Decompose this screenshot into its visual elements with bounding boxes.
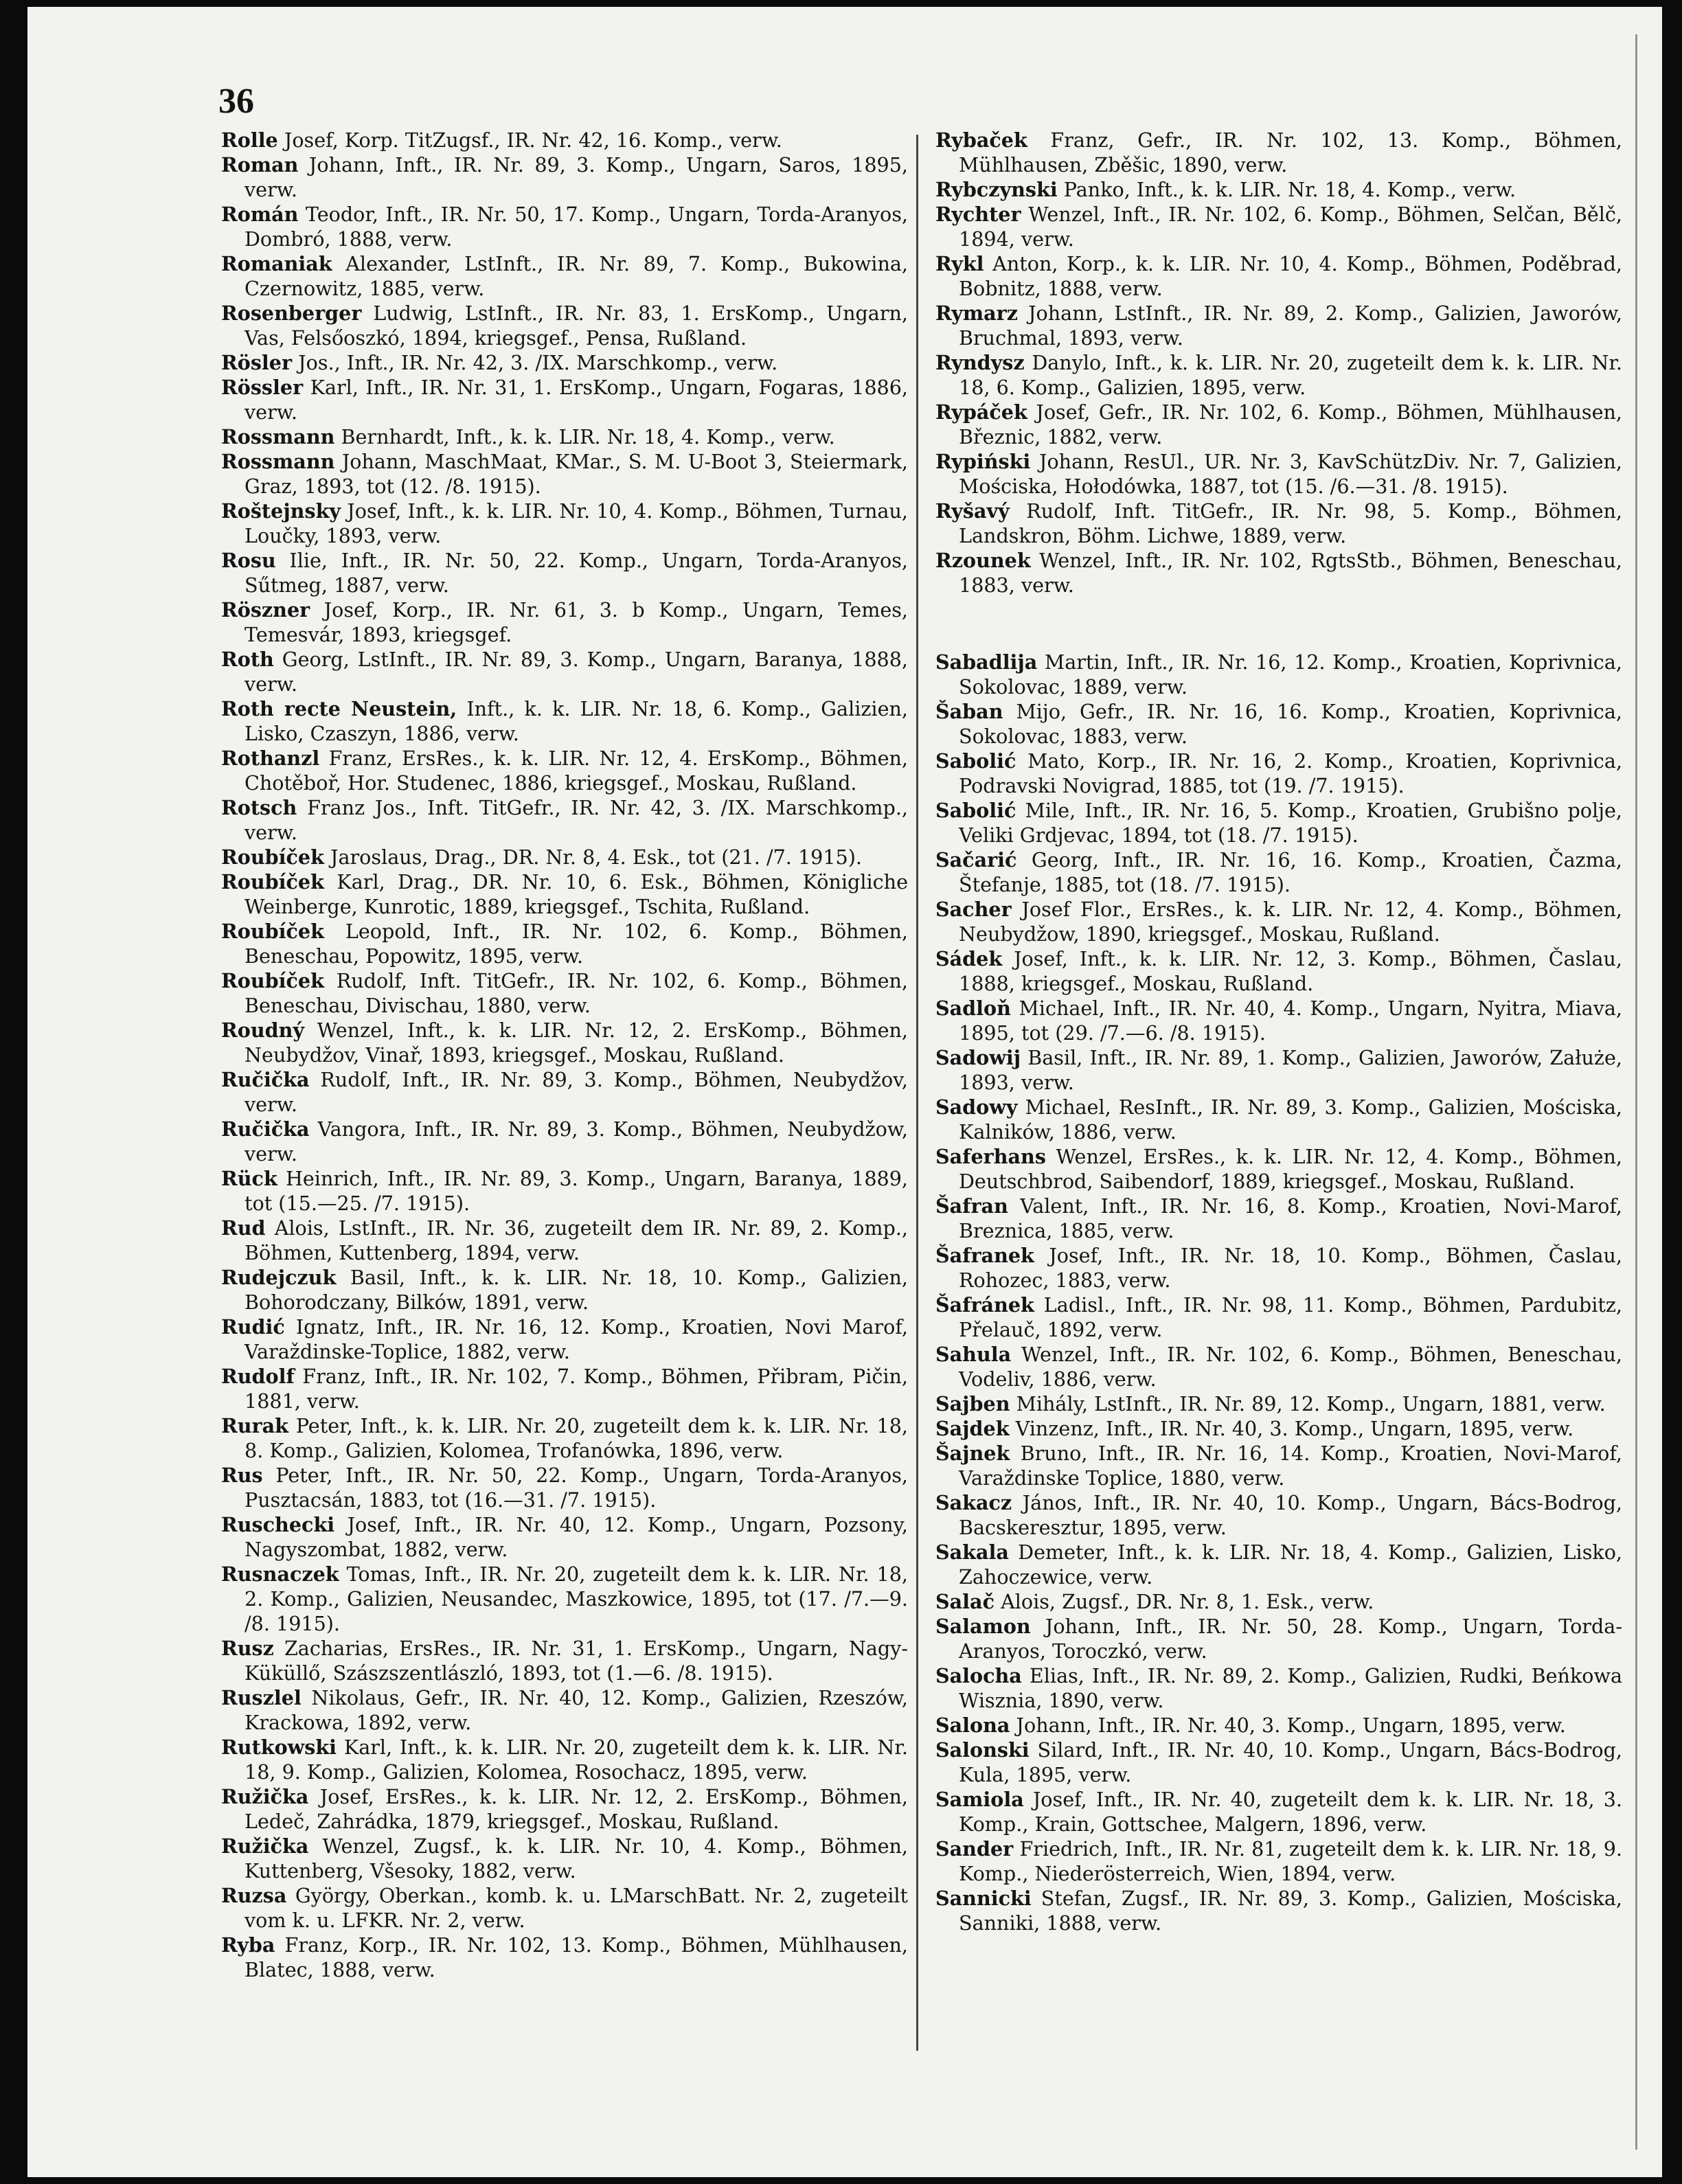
entry-details: Demeter, Inft., k. k. LIR. Nr. 18, 4. Komp., Galizien, Lisko, Zahoczewice, verw. bbox=[959, 1540, 1623, 1589]
entry-details: Alois, Zugsf., DR. Nr. 8, 1. Esk., verw. bbox=[1001, 1590, 1374, 1613]
list-entry bbox=[221, 1216, 908, 1265]
list-entry bbox=[221, 647, 908, 696]
entry-surname: Sajben bbox=[935, 1392, 1010, 1415]
entry-surname: Sander bbox=[935, 1837, 1014, 1861]
entry-surname: Roth bbox=[221, 648, 274, 671]
list-entry bbox=[221, 449, 908, 499]
entry-details: Inft., k. k. LIR. Nr. 18, 6. Komp., Galizien, Lisko, Czaszyn, 1886, verw. bbox=[245, 697, 908, 745]
entry-surname: Rutkowski bbox=[221, 1736, 337, 1759]
right-column bbox=[935, 128, 1622, 1935]
entry-details: Mato, Korp., IR. Nr. 16, 2. Komp., Kroatien, Koprivnica, Podravski Novigrad, 1885, tot (19. /7. 1915). bbox=[959, 749, 1622, 797]
entry-details: Franz, Inft., IR. Nr. 102, 7. Komp., Böhmen, Přibram, Pičin, 1881, verw. bbox=[245, 1365, 909, 1413]
entry-surname: Šafranek bbox=[935, 1244, 1034, 1267]
entry-details: Alexander, LstInft., IR. Nr. 89, 7. Komp., Bukowina, Czernowitz, 1885, verw. bbox=[245, 252, 909, 300]
entry-details: György, Oberkan., komb. k. u. LMarschBatt. Nr. 2, zugeteilt vom k. u. LFKR. Nr. 2, verw. bbox=[245, 1884, 908, 1932]
entry-surname: Rymarz bbox=[935, 302, 1018, 325]
entry-surname: Sadowij bbox=[935, 1046, 1021, 1069]
list-entry bbox=[935, 1787, 1622, 1836]
list-entry bbox=[935, 1391, 1622, 1416]
entry-surname: Rosenberger bbox=[221, 302, 362, 325]
list-entry bbox=[221, 919, 908, 968]
list-entry bbox=[935, 251, 1622, 301]
list-entry bbox=[221, 1834, 908, 1883]
entry-details: Josef Flor., ErsRes., k. k. LIR. Nr. 12, 4. Komp., Böhmen, Neubydžow, 1890, kriegsgef., Moskau, Rußland. bbox=[959, 898, 1622, 946]
list-entry bbox=[221, 128, 908, 152]
entry-surname: Rudejczuk bbox=[221, 1266, 337, 1289]
entry-surname: Rolle bbox=[221, 128, 278, 152]
list-entry bbox=[935, 301, 1622, 350]
entry-surname: Roth recte Neustein, bbox=[221, 697, 457, 720]
entry-details: Wenzel, ErsRes., k. k. LIR. Nr. 12, 4. Komp., Böhmen, Deutschbrod, Saibendorf, 1889, kriegsgef., Moskau, Rußland. bbox=[959, 1145, 1622, 1193]
entry-details: Josef, Inft., k. k. LIR. Nr. 12, 3. Komp., Böhmen, Časlau, 1888, kriegsgef., Moskau, Rußland. bbox=[959, 947, 1622, 995]
entry-surname: Sabolić bbox=[935, 749, 1016, 773]
list-entry bbox=[221, 350, 908, 375]
entry-surname: Rybaček bbox=[935, 128, 1027, 152]
list-entry bbox=[221, 968, 908, 1018]
entry-surname: Sakala bbox=[935, 1540, 1009, 1564]
entry-surname: Salač bbox=[935, 1590, 995, 1613]
entry-details: Zacharias, ErsRes., IR. Nr. 31, 1. ErsKomp., Ungarn, Nagy-Küküllő, Szászszentlászló, 1893, tot (1.—6. /8. 1915). bbox=[245, 1637, 908, 1685]
entry-surname: Rus bbox=[221, 1464, 263, 1487]
list-entry bbox=[221, 499, 908, 548]
entry-surname: Sakacz bbox=[935, 1491, 1012, 1514]
entry-details: Wenzel, Zugsf., k. k. LIR. Nr. 10, 4. Komp., Böhmen, Kuttenberg, Všesoky, 1882, verw. bbox=[245, 1834, 908, 1882]
list-entry bbox=[935, 1144, 1622, 1194]
list-entry bbox=[935, 350, 1622, 400]
list-entry bbox=[935, 1738, 1622, 1787]
list-entry bbox=[221, 548, 908, 598]
entry-details: Franz Jos., Inft. TitGefr., IR. Nr. 42, 3. /IX. Marschkomp., verw. bbox=[245, 796, 908, 844]
entry-details: Josef, Inft., k. k. LIR. Nr. 10, 4. Komp., Böhmen, Turnau, Loučky, 1893, verw. bbox=[245, 499, 908, 547]
entry-details: Karl, Drag., DR. Nr. 10, 6. Esk., Böhmen, Königliche Weinberge, Kunrotic, 1889, kriegsgef., Tschita, Rußland. bbox=[245, 870, 908, 918]
list-entry bbox=[935, 1416, 1622, 1441]
page-edge bbox=[1635, 34, 1637, 2150]
section-gap bbox=[935, 598, 1622, 650]
entry-details: Georg, Inft., IR. Nr. 16, 16. Komp., Kroatien, Čazma, Štefanje, 1885, tot (18. /7. 1915). bbox=[959, 848, 1622, 896]
entry-details: Ladisl., Inft., IR. Nr. 98, 11. Komp., Böhmen, Pardubitz, Přelauč, 1892, verw. bbox=[959, 1293, 1622, 1341]
entry-surname: Ručička bbox=[221, 1117, 310, 1141]
entry-details: Bruno, Inft., IR. Nr. 16, 14. Komp., Kroatien, Novi-Marof, Varaždinske Toplice, 1880, verw. bbox=[959, 1442, 1622, 1490]
entry-surname: Román bbox=[221, 203, 299, 226]
entry-surname: Salocha bbox=[935, 1664, 1022, 1687]
entry-details: Josef, Inft., IR. Nr. 18, 10. Komp., Böhmen, Časlau, Rohozec, 1883, verw. bbox=[959, 1244, 1623, 1292]
entry-surname: Sadowy bbox=[935, 1095, 1018, 1119]
list-entry bbox=[935, 650, 1622, 699]
entry-details: Mihály, LstInft., IR. Nr. 89, 12. Komp., Ungarn, 1881, verw. bbox=[1016, 1392, 1606, 1415]
list-entry bbox=[221, 869, 908, 919]
entry-details: Josef, Korp., IR. Nr. 61, 3. b Komp., Ungarn, Temes, Temesvár, 1893, kriegsgef. bbox=[245, 598, 909, 646]
entry-surname: Šafran bbox=[935, 1194, 1008, 1218]
entry-surname: Sannicki bbox=[935, 1887, 1032, 1910]
entry-details: Ignatz, Inft., IR. Nr. 16, 12. Komp., Kroatien, Novi Marof, Varaždinske-Toplice, 1882, verw. bbox=[245, 1315, 909, 1363]
list-entry bbox=[935, 1614, 1622, 1663]
entry-details: Johann, LstInft., IR. Nr. 89, 2. Komp., Galizien, Jaworów, Bruchmal, 1893, verw. bbox=[959, 302, 1622, 350]
list-entry bbox=[221, 152, 908, 202]
list-entry bbox=[221, 1463, 908, 1512]
list-entry bbox=[935, 1540, 1622, 1589]
entry-surname: Samiola bbox=[935, 1788, 1024, 1811]
entry-surname: Sadloň bbox=[935, 997, 1011, 1020]
list-entry bbox=[221, 1784, 908, 1834]
entry-details: János, Inft., IR. Nr. 40, 10. Komp., Ungarn, Bács-Bodrog, Bacskeresztur, 1895, verw. bbox=[959, 1491, 1623, 1539]
column-divider bbox=[916, 135, 918, 2051]
entry-surname: Ryndysz bbox=[935, 351, 1025, 374]
entry-surname: Salonski bbox=[935, 1738, 1030, 1762]
list-entry bbox=[935, 798, 1622, 848]
entry-surname: Rybczynski bbox=[935, 178, 1058, 201]
list-entry bbox=[935, 996, 1622, 1045]
entry-surname: Ružička bbox=[221, 1785, 309, 1808]
entry-surname: Salamon bbox=[935, 1615, 1031, 1638]
list-entry bbox=[221, 1166, 908, 1216]
entry-surname: Roman bbox=[221, 153, 299, 177]
entry-surname: Salona bbox=[935, 1714, 1010, 1737]
entry-details: Silard, Inft., IR. Nr. 40, 10. Komp., Ungarn, Bács-Bodrog, Kula, 1895, verw. bbox=[959, 1738, 1622, 1786]
entry-surname: Rypiński bbox=[935, 450, 1031, 473]
list-entry bbox=[221, 1883, 908, 1933]
entry-surname: Rück bbox=[221, 1167, 277, 1190]
entry-surname: Rypáček bbox=[935, 400, 1027, 424]
list-entry bbox=[221, 1735, 908, 1784]
list-entry bbox=[935, 1045, 1622, 1095]
entry-surname: Sádek bbox=[935, 947, 1003, 970]
page-number: 36 bbox=[218, 82, 254, 121]
list-entry bbox=[221, 301, 908, 350]
entry-surname: Sačarić bbox=[935, 848, 1017, 872]
entry-details: Peter, Inft., IR. Nr. 50, 22. Komp., Ungarn, Torda-Aranyos, Pusztacsán, 1883, tot (16.—31. /7. 1915). bbox=[245, 1464, 908, 1512]
entry-details: Basil, Inft., IR. Nr. 89, 1. Komp., Galizien, Jaworów, Załuże, 1893, verw. bbox=[959, 1046, 1622, 1094]
entry-details: Johann, Inft., IR. Nr. 50, 28. Komp., Ungarn, Torda-Aranyos, Toroczkó, verw. bbox=[959, 1615, 1622, 1663]
entry-surname: Rurak bbox=[221, 1414, 288, 1437]
entry-details: Ludwig, LstInft., IR. Nr. 83, 1. ErsKomp., Ungarn, Vas, Felsőoszkó, 1894, kriegsgef., Pensa, Rußland. bbox=[245, 302, 909, 350]
entry-details: Mile, Inft., IR. Nr. 16, 5. Komp., Kroatien, Grubišno polje, Veliki Grdjevac, 1894, tot (18. /7. 1915). bbox=[959, 799, 1623, 847]
list-entry bbox=[935, 177, 1622, 202]
entry-surname: Roubíček bbox=[221, 845, 324, 869]
entry-surname: Roudný bbox=[221, 1019, 305, 1042]
list-entry bbox=[935, 548, 1622, 598]
entry-surname: Rudolf bbox=[221, 1365, 295, 1388]
list-entry bbox=[221, 696, 908, 746]
list-entry bbox=[935, 128, 1622, 177]
entry-details: Wenzel, Inft., IR. Nr. 102, 6. Komp., Böhmen, Selčan, Bělč, 1894, verw. bbox=[959, 203, 1622, 251]
entry-details: Vangora, Inft., IR. Nr. 89, 3. Komp., Böhmen, Neubydžow, verw. bbox=[245, 1117, 908, 1165]
entry-details: Franz, Korp., IR. Nr. 102, 13. Komp., Böhmen, Mühlhausen, Blatec, 1888, verw. bbox=[245, 1933, 909, 1981]
list-entry bbox=[935, 1342, 1622, 1391]
entry-surname: Rossmann bbox=[221, 450, 335, 473]
entry-details: Alois, LstInft., IR. Nr. 36, zugeteilt dem IR. Nr. 89, 2. Komp., Böhmen, Kuttenberg, 1894, verw. bbox=[245, 1216, 909, 1264]
list-entry bbox=[935, 400, 1622, 449]
entry-surname: Rusz bbox=[221, 1637, 274, 1660]
list-entry bbox=[935, 1095, 1622, 1144]
entry-details: Franz, Gefr., IR. Nr. 102, 13. Komp., Böhmen, Mühlhausen, Zběšic, 1890, verw. bbox=[959, 128, 1622, 177]
entry-surname: Sabolić bbox=[935, 799, 1016, 822]
entry-surname: Ruszlel bbox=[221, 1686, 302, 1709]
entry-details: Michael, Inft., IR. Nr. 40, 4. Komp., Ungarn, Nyitra, Miava, 1895, tot (29. /7.—6. /8. 1915). bbox=[959, 997, 1622, 1045]
entry-details: Martin, Inft., IR. Nr. 16, 12. Komp., Kroatien, Koprivnica, Sokolovac, 1889, verw. bbox=[959, 650, 1622, 698]
entry-surname: Ruschecki bbox=[221, 1513, 335, 1536]
s-section bbox=[935, 650, 1622, 1935]
entry-surname: Sacher bbox=[935, 898, 1012, 921]
entry-surname: Rösler bbox=[221, 351, 293, 374]
list-entry bbox=[221, 1636, 908, 1685]
entry-details: Mijo, Gefr., IR. Nr. 16, 16. Komp., Kroatien, Koprivnica, Sokolovac, 1883, verw. bbox=[959, 700, 1622, 748]
entry-details: Jos., Inft., IR. Nr. 42, 3. /IX. Marschkomp., verw. bbox=[298, 351, 778, 374]
entry-details: Nikolaus, Gefr., IR. Nr. 40, 12. Komp., Galizien, Rzeszów, Krackowa, 1892, verw. bbox=[245, 1686, 908, 1734]
entry-surname: Sajdek bbox=[935, 1417, 1010, 1440]
entry-details: Jaroslaus, Drag., DR. Nr. 8, 4. Esk., tot (21. /7. 1915). bbox=[330, 845, 862, 869]
entry-surname: Ružička bbox=[221, 1834, 309, 1858]
entry-details: Bernhardt, Inft., k. k. LIR. Nr. 18, 4. Komp., verw. bbox=[341, 425, 835, 448]
entry-surname: Rychter bbox=[935, 203, 1021, 226]
list-entry bbox=[221, 1685, 908, 1735]
list-entry bbox=[221, 251, 908, 301]
list-entry bbox=[221, 375, 908, 424]
entry-details: Josef, ErsRes., k. k. LIR. Nr. 12, 2. ErsKomp., Böhmen, Ledeč, Zahrádka, 1879, kriegsgef., Moskau, Rußland. bbox=[245, 1785, 909, 1833]
list-entry bbox=[221, 795, 908, 845]
entry-details: Georg, LstInft., IR. Nr. 89, 3. Komp., Ungarn, Baranya, 1888, verw. bbox=[245, 648, 909, 696]
entry-surname: Rothanzl bbox=[221, 747, 320, 770]
list-entry bbox=[221, 1413, 908, 1463]
entry-details: Wenzel, Inft., IR. Nr. 102, 6. Komp., Böhmen, Beneschau, Vodeliv, 1886, verw. bbox=[959, 1343, 1622, 1391]
entry-surname: Šafránek bbox=[935, 1293, 1034, 1317]
entry-surname: Ryba bbox=[221, 1933, 275, 1957]
list-entry bbox=[221, 746, 908, 795]
list-entry bbox=[221, 202, 908, 251]
entry-surname: Röszner bbox=[221, 598, 310, 622]
entry-surname: Rzounek bbox=[935, 549, 1031, 572]
entry-details: Panko, Inft., k. k. LIR. Nr. 18, 4. Komp., verw. bbox=[1063, 178, 1516, 201]
entry-details: Vinzenz, Inft., IR. Nr. 40, 3. Komp., Ungarn, 1895, verw. bbox=[1015, 1417, 1574, 1440]
list-entry bbox=[935, 749, 1622, 798]
list-entry bbox=[935, 202, 1622, 251]
entry-details: Josef, Inft., IR. Nr. 40, zugeteilt dem k. k. LIR. Nr. 18, 3. Komp., Krain, Gottschee, Malgern, 1896, verw. bbox=[959, 1788, 1622, 1836]
entry-details: Karl, Inft., k. k. LIR. Nr. 20, zugeteilt dem k. k. LIR. Nr. 18, 9. Komp., Galizien, Kolomea, Rosochacz, 1895, verw. bbox=[245, 1736, 908, 1784]
entry-surname: Rosu bbox=[221, 549, 276, 572]
entry-surname: Sabadlija bbox=[935, 650, 1038, 674]
list-entry bbox=[935, 1886, 1622, 1935]
list-entry bbox=[221, 1933, 908, 1982]
entry-surname: Roubíček bbox=[221, 969, 324, 992]
r-section bbox=[935, 128, 1622, 598]
entry-surname: Ručička bbox=[221, 1068, 310, 1091]
entry-details: Peter, Inft., k. k. LIR. Nr. 20, zugeteilt dem k. k. LIR. Nr. 18, 8. Komp., Galizien, Kolomea, Trofanówka, 1896, verw. bbox=[245, 1414, 908, 1462]
entry-details: Josef, Inft., IR. Nr. 40, 12. Komp., Ungarn, Pozsony, Nagyszombat, 1882, verw. bbox=[245, 1513, 908, 1561]
list-entry bbox=[935, 499, 1622, 548]
list-entry bbox=[221, 1315, 908, 1364]
list-entry bbox=[935, 848, 1622, 897]
list-entry bbox=[221, 1018, 908, 1067]
list-entry bbox=[935, 1589, 1622, 1614]
entry-details: Josef, Korp. TitZugsf., IR. Nr. 42, 16. Komp., verw. bbox=[284, 128, 782, 152]
entry-details: Heinrich, Inft., IR. Nr. 89, 3. Komp., Ungarn, Baranya, 1889, tot (15.—25. /7. 1915). bbox=[245, 1167, 909, 1215]
entry-surname: Rudić bbox=[221, 1315, 285, 1339]
entry-details: Rudolf, Inft., IR. Nr. 89, 3. Komp., Böhmen, Neubydžov, verw. bbox=[245, 1068, 909, 1116]
entry-details: Anton, Korp., k. k. LIR. Nr. 10, 4. Komp., Böhmen, Poděbrad, Bobnitz, 1888, verw. bbox=[959, 252, 1622, 300]
document-page bbox=[27, 7, 1662, 2177]
list-entry bbox=[935, 1243, 1622, 1293]
list-entry bbox=[935, 1194, 1622, 1243]
entry-details: Michael, ResInft., IR. Nr. 89, 3. Komp., Galizien, Mościska, Kalników, 1886, verw. bbox=[959, 1095, 1622, 1144]
entry-details: Friedrich, Inft., IR. Nr. 81, zugeteilt dem k. k. LIR. Nr. 18, 9. Komp., Niederösterreich, Wien, 1894, verw. bbox=[959, 1837, 1622, 1885]
entry-surname: Rykl bbox=[935, 252, 984, 275]
entry-details: Basil, Inft., k. k. LIR. Nr. 18, 10. Komp., Galizien, Bohorodczany, Bilków, 1891, verw. bbox=[245, 1266, 908, 1314]
entry-details: Ilie, Inft., IR. Nr. 50, 22. Komp., Ungarn, Torda-Aranyos, Sűtmeg, 1887, verw. bbox=[245, 549, 909, 597]
entry-surname: Šaban bbox=[935, 700, 1003, 723]
entry-details: Valent, Inft., IR. Nr. 16, 8. Komp., Kroatien, Novi-Marof, Breznica, 1885, verw. bbox=[959, 1194, 1622, 1242]
list-entry bbox=[221, 598, 908, 647]
entry-details: Elias, Inft., IR. Nr. 89, 2. Komp., Galizien, Rudki, Beńkowa Wisznia, 1890, verw. bbox=[959, 1664, 1623, 1712]
entry-surname: Rossmann bbox=[221, 425, 335, 448]
entry-details: Franz, ErsRes., k. k. LIR. Nr. 12, 4. ErsKomp., Böhmen, Chotěboř, Hor. Studenec, 1886, kriegsgef., Moskau, Rußland. bbox=[245, 747, 909, 795]
list-entry bbox=[935, 1713, 1622, 1738]
entry-surname: Rössler bbox=[221, 376, 304, 399]
list-entry bbox=[935, 1293, 1622, 1342]
list-entry bbox=[221, 1067, 908, 1117]
entry-details: Johann, Inft., IR. Nr. 40, 3. Komp., Ungarn, 1895, verw. bbox=[1016, 1714, 1566, 1737]
list-entry bbox=[935, 897, 1622, 946]
entry-details: Leopold, Inft., IR. Nr. 102, 6. Komp., Böhmen, Beneschau, Popowitz, 1895, verw. bbox=[245, 920, 908, 968]
entry-surname: Sahula bbox=[935, 1343, 1012, 1366]
list-entry bbox=[935, 1490, 1622, 1540]
entry-details: Johann, MaschMaat, KMar., S. M. U-Boot 3, Steiermark, Graz, 1893, tot (12. /8. 1915). bbox=[245, 450, 909, 498]
entry-surname: Roubíček bbox=[221, 870, 324, 894]
entry-surname: Ryšavý bbox=[935, 499, 1010, 523]
list-entry bbox=[935, 946, 1622, 996]
entry-surname: Roubíček bbox=[221, 920, 324, 943]
list-entry bbox=[221, 1265, 908, 1315]
entry-surname: Šajnek bbox=[935, 1442, 1010, 1465]
entry-details: Josef, Gefr., IR. Nr. 102, 6. Komp., Böhmen, Mühlhausen, Březnic, 1882, verw. bbox=[959, 400, 1622, 448]
list-entry bbox=[221, 1562, 908, 1636]
entry-details: Karl, Inft., IR. Nr. 31, 1. ErsKomp., Ungarn, Fogaras, 1886, verw. bbox=[245, 376, 909, 424]
entry-details: Rudolf, Inft. TitGefr., IR. Nr. 98, 5. Komp., Böhmen, Landskron, Böhm. Lichwe, 1889, verw. bbox=[959, 499, 1622, 547]
list-entry bbox=[221, 1364, 908, 1413]
entry-details: Rudolf, Inft. TitGefr., IR. Nr. 102, 6. Komp., Böhmen, Beneschau, Divischau, 1880, verw. bbox=[245, 969, 908, 1017]
entry-details: Johann, ResUl., UR. Nr. 3, KavSchützDiv. Nr. 7, Galizien, Mościska, Hołodówka, 1887, tot (15. /6.—31. /8. 1915). bbox=[959, 450, 1623, 498]
entry-surname: Rotsch bbox=[221, 796, 297, 819]
entry-surname: Ruzsa bbox=[221, 1884, 287, 1907]
entry-details: Wenzel, Inft., k. k. LIR. Nr. 12, 2. ErsKomp., Böhmen, Neubydžov, Vinař, 1893, kriegsgef., Moskau, Rußland. bbox=[245, 1019, 908, 1067]
list-entry bbox=[935, 1441, 1622, 1490]
entry-surname: Roštejnsky bbox=[221, 499, 341, 523]
entry-details: Tomas, Inft., IR. Nr. 20, zugeteilt dem k. k. LIR. Nr. 18, 2. Komp., Galizien, Neusandec, Maszkowice, 1895, tot (17. /7.—9. /8. 1915). bbox=[245, 1562, 908, 1635]
list-entry bbox=[221, 1512, 908, 1562]
list-entry bbox=[221, 1117, 908, 1166]
list-entry bbox=[221, 845, 908, 869]
entry-surname: Saferhans bbox=[935, 1145, 1046, 1168]
entry-surname: Rud bbox=[221, 1216, 266, 1240]
entry-details: Wenzel, Inft., IR. Nr. 102, RgtsStb., Böhmen, Beneschau, 1883, verw. bbox=[959, 549, 1622, 597]
list-entry bbox=[935, 1836, 1622, 1886]
entry-details: Danylo, Inft., k. k. LIR. Nr. 20, zugeteilt dem k. k. LIR. Nr. 18, 6. Komp., Galizien, 1895, verw. bbox=[959, 351, 1622, 399]
left-column bbox=[221, 128, 908, 1982]
entry-details: Teodor, Inft., IR. Nr. 50, 17. Komp., Ungarn, Torda-Aranyos, Dombró, 1888, verw. bbox=[245, 203, 908, 251]
list-entry bbox=[221, 424, 908, 449]
list-entry bbox=[935, 449, 1622, 499]
list-entry bbox=[935, 1663, 1622, 1713]
entry-details: Johann, Inft., IR. Nr. 89, 3. Komp., Ungarn, Saros, 1895, verw. bbox=[245, 153, 908, 201]
entry-details: Stefan, Zugsf., IR. Nr. 89, 3. Komp., Galizien, Mościska, Sanniki, 1888, verw. bbox=[959, 1887, 1623, 1935]
entry-surname: Rusnaczek bbox=[221, 1562, 339, 1586]
list-entry bbox=[935, 699, 1622, 749]
entry-surname: Romaniak bbox=[221, 252, 332, 275]
